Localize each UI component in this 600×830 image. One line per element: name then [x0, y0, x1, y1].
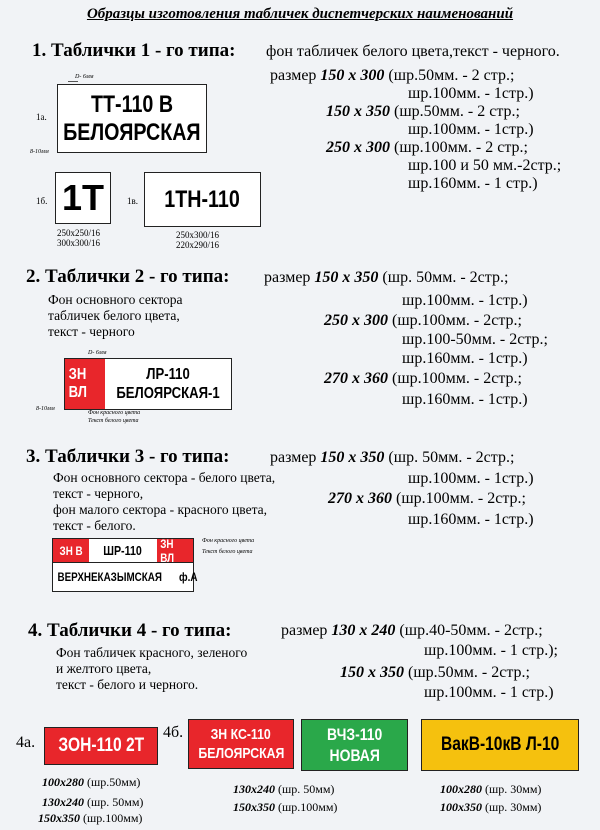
section-3-heading: 3. Таблички 3 - го типа:	[26, 446, 230, 467]
sign-3-red-right: ЗН ВЛ	[157, 539, 193, 562]
s1-size-2-line2: шр.100мм. - 1стр.)	[408, 121, 534, 138]
sign-1a-line2: БЕЛОЯРСКАЯ	[63, 118, 201, 146]
s1-size-3-line3: шр.160мм. - 1 стр.)	[408, 175, 538, 192]
s3-desc-1: Фон основного сектора - белого цвета,	[53, 470, 276, 485]
s4-size-2: 150 х 350 (шр.50мм. - 2стр.;	[340, 664, 530, 681]
s4-size-1: размер 130 х 240 (шр.40-50мм. - 2стр.;	[281, 622, 543, 639]
sign-2	[64, 358, 232, 410]
s2-size-1-line2: шр.100мм. - 1стр.)	[402, 292, 528, 309]
section-1-heading: 1. Таблички 1 - го типа:	[32, 40, 236, 61]
s4-desc-3: текст - белого и черного.	[56, 677, 199, 692]
s1-size-3: 250 х 300 (шр.100мм. - 2 стр.;	[326, 139, 528, 156]
sign-2-margin-note: 8-10мм	[36, 406, 55, 412]
s2-size-1: размер 150 х 350 (шр. 50мм. - 2стр.;	[264, 269, 509, 286]
sign-2-note-white: Текст белого цвета	[88, 418, 139, 424]
s3-size-2: 270 х 360 (шр.100мм. - 2стр.;	[328, 490, 526, 507]
sign-4c-line2: НОВАЯ	[329, 746, 380, 765]
page-title: Образцы изготовления табличек диспетчерских наименований	[86, 6, 514, 22]
sign-1a-line1: ТТ-110 В	[90, 90, 174, 118]
sign-4b-line1: ЗН КС-110	[210, 726, 272, 743]
sign-1b-cap2: 300x300/16	[57, 238, 101, 248]
sign-1v-text: 1ТН-110	[164, 185, 241, 213]
sign-1b-label: 1б.	[36, 196, 48, 206]
sign-3-note-white: Текст белого цвета	[202, 549, 253, 555]
sign-1a-label: 1а.	[36, 112, 47, 122]
s2-size-2-line3: шр.160мм. - 1стр.)	[402, 350, 528, 367]
sign-4c	[301, 719, 408, 771]
sign-4b	[188, 719, 294, 769]
sign-2-white-sector	[105, 365, 231, 403]
s2-size-3-line2: шр.160мм. - 1стр.)	[402, 391, 528, 408]
sign-1v-label: 1в.	[127, 196, 138, 206]
sign-4d-text: ВакВ-10кВ Л-10	[440, 734, 560, 755]
sign-4a-text: ЗОН-110 2Т	[58, 735, 144, 756]
s2-desc-2: табличек белого цвета,	[48, 308, 180, 323]
sign-1v	[144, 172, 261, 227]
sign-2-line1: ЛР-110	[146, 366, 190, 383]
sign-4d-cap2: 100x350 (шр. 30мм)	[440, 800, 542, 814]
sign-4a-cap2: 130x240 (шр. 50мм)	[42, 795, 144, 809]
sign-2-d-note: D- 6мм	[88, 350, 107, 356]
s2-size-2-line2: шр.100-50мм. - 2стр.;	[402, 331, 548, 348]
sign-1b-cap1: 250x250/16	[57, 228, 101, 238]
s2-size-2: 250 х 300 (шр.100мм. - 2стр.;	[324, 312, 522, 329]
sign-3-bottom-row: ВЕРХНЕКАЗЫМСКАЯ ф.А	[57, 570, 198, 584]
sign-4b-line2: БЕЛОЯРСКАЯ	[198, 745, 284, 762]
s1-size-3-line2: шр.100 и 50 мм.-2стр.;	[408, 157, 562, 174]
sign-1v-cap1: 250x300/16	[176, 230, 220, 240]
sign-1b	[55, 172, 111, 224]
section-4-heading: 4. Таблички 4 - го типа:	[28, 620, 232, 641]
sign-4a-cap1: 100x280 (шр.50мм)	[42, 775, 141, 789]
sign-4a-label: 4а.	[16, 734, 36, 751]
section-1-description: фон табличек белого цвета,текст - черного.	[266, 43, 560, 60]
s1-size-1: размер 150 х 300 (шр.50мм. - 2 стр.;	[270, 67, 515, 84]
sign-4d-cap1: 100x280 (шр. 30мм)	[440, 782, 542, 796]
sign-3-red-left: ЗН В	[53, 539, 89, 562]
sign-3	[52, 536, 198, 592]
s3-desc-4: текст - белого.	[53, 518, 136, 533]
sign-3-mid: ШР-110	[103, 543, 143, 558]
sign-2-red-sector: ЗН ВЛ	[65, 359, 105, 409]
sign-4b-cap1: 130x240 (шр. 50мм)	[233, 782, 335, 796]
s3-size-1: размер 150 х 350 (шр. 50мм. - 2стр.;	[270, 449, 515, 466]
s4-size-1-line2: шр.100мм. - 1 стр.);	[424, 642, 558, 659]
sign-4a-cap3: 150x350 (шр.100мм)	[38, 811, 143, 825]
sign-1a-margin-note: 8-10мм	[30, 149, 49, 155]
s1-size-1-line2: шр.100мм. - 1стр.)	[408, 85, 534, 102]
sign-3-note-red: Фон красного цвета	[202, 538, 255, 544]
sign-4b-label: 4б.	[163, 724, 184, 741]
s4-desc-2: и желтого цвета,	[56, 661, 152, 676]
sign-2-note-red: Фон красного цвета	[88, 410, 141, 416]
sign-4d	[421, 719, 579, 771]
s1-size-2: 150 х 350 (шр.50мм. - 2 стр.;	[326, 103, 520, 120]
sign-1a	[57, 84, 207, 153]
s2-desc-3: текст - черного	[48, 324, 135, 339]
section-2-heading: 2. Таблички 2 - го типа:	[26, 266, 230, 287]
sign-1a-d-note: D- 6мм	[75, 74, 94, 80]
s4-size-2-line2: шр.100мм. - 1 стр.)	[424, 684, 554, 701]
s2-size-3: 270 х 360 (шр.100мм. - 2стр.;	[324, 370, 522, 387]
s3-size-2-line2: шр.160мм. - 1стр.)	[408, 511, 534, 528]
s4-desc-1: Фон табличек красного, зеленого	[56, 645, 248, 660]
sign-1v-cap2: 220x290/16	[176, 240, 220, 250]
sign-2-line2: БЕЛОЯРСКАЯ-1	[116, 385, 220, 402]
s3-desc-2: текст - черного,	[53, 486, 144, 501]
sign-3-top-row	[53, 536, 193, 565]
s3-size-1-line2: шр.100мм. - 1стр.)	[408, 470, 534, 487]
sign-1b-text: 1Т	[61, 177, 104, 218]
s3-desc-3: фон малого сектора - красного цвета,	[53, 502, 267, 517]
sign-4b-cap2: 150x350 (шр.100мм)	[233, 800, 338, 814]
s2-desc-1: Фон основного сектора	[48, 292, 183, 307]
sign-4a	[44, 727, 158, 765]
sign-4c-line1: ВЧЗ-110	[326, 725, 383, 744]
